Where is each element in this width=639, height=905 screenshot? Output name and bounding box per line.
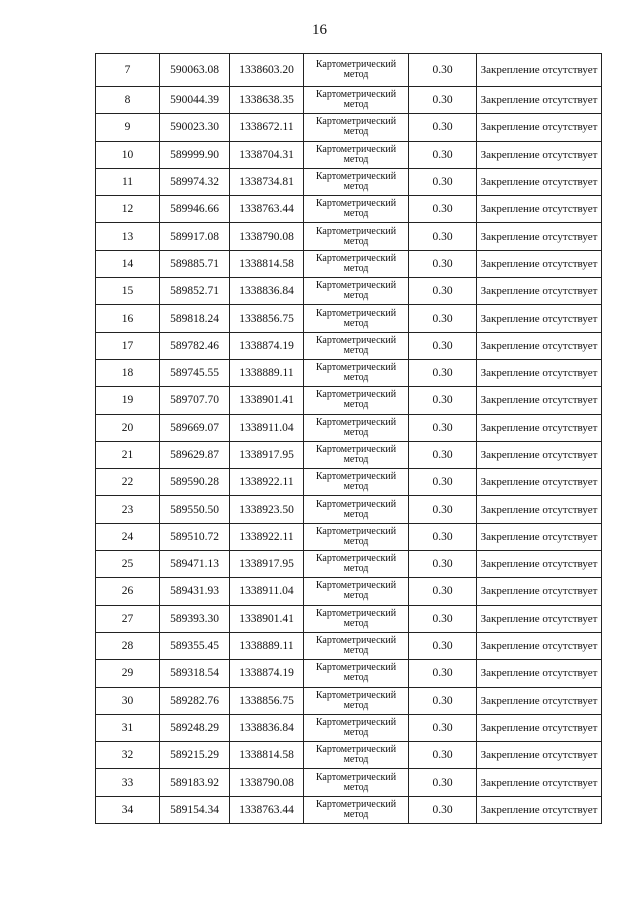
table-row (96, 523, 602, 550)
y-coordinate-cell: 1338901.41 (230, 387, 304, 414)
x-coordinate-cell: 589471.13 (160, 551, 230, 578)
table-row (96, 496, 602, 523)
x-coordinate-cell: 589946.66 (160, 196, 230, 223)
precision-cell: 0.30 (409, 441, 477, 468)
fixing-note-cell: Закрепление отсутствует (477, 687, 602, 714)
table-row (96, 414, 602, 441)
y-coordinate-cell: 1338638.35 (230, 87, 304, 114)
y-coordinate-cell: 1338814.58 (230, 250, 304, 277)
table-row (96, 605, 602, 632)
precision-cell: 0.30 (409, 359, 477, 386)
point-number-cell: 30 (96, 687, 160, 714)
x-coordinate-cell: 590044.39 (160, 87, 230, 114)
precision-cell: 0.30 (409, 769, 477, 796)
fixing-note-cell: Закрепление отсутствует (477, 441, 602, 468)
point-number-cell: 29 (96, 660, 160, 687)
method-cell: Картометрический метод (304, 87, 409, 114)
method-cell: Картометрический метод (304, 578, 409, 605)
table-row (96, 660, 602, 687)
method-cell: Картометрический метод (304, 714, 409, 741)
y-coordinate-cell: 1338917.95 (230, 551, 304, 578)
fixing-note-cell: Закрепление отсутствует (477, 796, 602, 823)
table-row (96, 469, 602, 496)
precision-cell: 0.30 (409, 796, 477, 823)
y-coordinate-cell: 1338917.95 (230, 441, 304, 468)
fixing-note-cell: Закрепление отсутствует (477, 87, 602, 114)
x-coordinate-cell: 589318.54 (160, 660, 230, 687)
method-cell: Картометрический метод (304, 687, 409, 714)
y-coordinate-cell: 1338763.44 (230, 196, 304, 223)
point-number-cell: 33 (96, 769, 160, 796)
precision-cell: 0.30 (409, 114, 477, 141)
precision-cell: 0.30 (409, 278, 477, 305)
method-cell: Картометрический метод (304, 196, 409, 223)
point-number-cell: 28 (96, 632, 160, 659)
method-cell: Картометрический метод (304, 359, 409, 386)
fixing-note-cell: Закрепление отсутствует (477, 54, 602, 87)
y-coordinate-cell: 1338874.19 (230, 660, 304, 687)
fixing-note-cell: Закрепление отсутствует (477, 414, 602, 441)
y-coordinate-cell: 1338734.81 (230, 168, 304, 195)
x-coordinate-cell: 589154.34 (160, 796, 230, 823)
precision-cell: 0.30 (409, 578, 477, 605)
point-number-cell: 27 (96, 605, 160, 632)
y-coordinate-cell: 1338763.44 (230, 796, 304, 823)
x-coordinate-cell: 589745.55 (160, 359, 230, 386)
fixing-note-cell: Закрепление отсутствует (477, 278, 602, 305)
point-number-cell: 13 (96, 223, 160, 250)
point-number-cell: 8 (96, 87, 160, 114)
precision-cell: 0.30 (409, 305, 477, 332)
fixing-note-cell: Закрепление отсутствует (477, 469, 602, 496)
point-number-cell: 32 (96, 742, 160, 769)
y-coordinate-cell: 1338836.84 (230, 714, 304, 741)
page-number: 16 (312, 22, 327, 38)
precision-cell: 0.30 (409, 687, 477, 714)
fixing-note-cell: Закрепление отсутствует (477, 660, 602, 687)
method-cell: Картометрический метод (304, 551, 409, 578)
method-cell: Картометрический метод (304, 141, 409, 168)
precision-cell: 0.30 (409, 469, 477, 496)
table-row (96, 632, 602, 659)
x-coordinate-cell: 589248.29 (160, 714, 230, 741)
x-coordinate-cell: 589550.50 (160, 496, 230, 523)
point-number-cell: 25 (96, 551, 160, 578)
precision-cell: 0.30 (409, 714, 477, 741)
method-cell: Картометрический метод (304, 441, 409, 468)
table-row (96, 278, 602, 305)
precision-cell: 0.30 (409, 632, 477, 659)
precision-cell: 0.30 (409, 196, 477, 223)
y-coordinate-cell: 1338911.04 (230, 414, 304, 441)
x-coordinate-cell: 589782.46 (160, 332, 230, 359)
point-number-cell: 9 (96, 114, 160, 141)
table-row (96, 769, 602, 796)
fixing-note-cell: Закрепление отсутствует (477, 223, 602, 250)
method-cell: Картометрический метод (304, 660, 409, 687)
table-row (96, 551, 602, 578)
x-coordinate-cell: 589590.28 (160, 469, 230, 496)
point-number-cell: 22 (96, 469, 160, 496)
point-number-cell: 12 (96, 196, 160, 223)
fixing-note-cell: Закрепление отсутствует (477, 332, 602, 359)
table-row (96, 250, 602, 277)
table-row (96, 796, 602, 823)
point-number-cell: 34 (96, 796, 160, 823)
y-coordinate-cell: 1338603.20 (230, 54, 304, 87)
x-coordinate-cell: 589431.93 (160, 578, 230, 605)
fixing-note-cell: Закрепление отсутствует (477, 769, 602, 796)
y-coordinate-cell: 1338836.84 (230, 278, 304, 305)
table-row (96, 714, 602, 741)
x-coordinate-cell: 589917.08 (160, 223, 230, 250)
x-coordinate-cell: 589355.45 (160, 632, 230, 659)
fixing-note-cell: Закрепление отсутствует (477, 551, 602, 578)
y-coordinate-cell: 1338856.75 (230, 687, 304, 714)
fixing-note-cell: Закрепление отсутствует (477, 168, 602, 195)
table-row (96, 441, 602, 468)
method-cell: Картометрический метод (304, 223, 409, 250)
x-coordinate-cell: 589393.30 (160, 605, 230, 632)
x-coordinate-cell: 589974.32 (160, 168, 230, 195)
point-number-cell: 21 (96, 441, 160, 468)
y-coordinate-cell: 1338922.11 (230, 523, 304, 550)
table-row (96, 578, 602, 605)
x-coordinate-cell: 589215.29 (160, 742, 230, 769)
y-coordinate-cell: 1338901.41 (230, 605, 304, 632)
point-number-cell: 20 (96, 414, 160, 441)
precision-cell: 0.30 (409, 168, 477, 195)
point-number-cell: 18 (96, 359, 160, 386)
point-number-cell: 11 (96, 168, 160, 195)
table-row (96, 141, 602, 168)
table-row (96, 87, 602, 114)
precision-cell: 0.30 (409, 87, 477, 114)
x-coordinate-cell: 589669.07 (160, 414, 230, 441)
y-coordinate-cell: 1338790.08 (230, 223, 304, 250)
point-number-cell: 7 (96, 54, 160, 87)
method-cell: Картометрический метод (304, 742, 409, 769)
table-row (96, 114, 602, 141)
fixing-note-cell: Закрепление отсутствует (477, 114, 602, 141)
fixing-note-cell: Закрепление отсутствует (477, 578, 602, 605)
table-row (96, 332, 602, 359)
method-cell: Картометрический метод (304, 305, 409, 332)
x-coordinate-cell: 589183.92 (160, 769, 230, 796)
precision-cell: 0.30 (409, 551, 477, 578)
method-cell: Картометрический метод (304, 54, 409, 87)
y-coordinate-cell: 1338923.50 (230, 496, 304, 523)
fixing-note-cell: Закрепление отсутствует (477, 196, 602, 223)
point-number-cell: 14 (96, 250, 160, 277)
y-coordinate-cell: 1338814.58 (230, 742, 304, 769)
method-cell: Картометрический метод (304, 496, 409, 523)
method-cell: Картометрический метод (304, 414, 409, 441)
fixing-note-cell: Закрепление отсутствует (477, 387, 602, 414)
x-coordinate-cell: 590023.30 (160, 114, 230, 141)
point-number-cell: 17 (96, 332, 160, 359)
method-cell: Картометрический метод (304, 796, 409, 823)
x-coordinate-cell: 589282.76 (160, 687, 230, 714)
table-row (96, 359, 602, 386)
y-coordinate-cell: 1338889.11 (230, 632, 304, 659)
precision-cell: 0.30 (409, 332, 477, 359)
point-number-cell: 15 (96, 278, 160, 305)
x-coordinate-cell: 589818.24 (160, 305, 230, 332)
point-number-cell: 10 (96, 141, 160, 168)
precision-cell: 0.30 (409, 54, 477, 87)
table-row (96, 387, 602, 414)
fixing-note-cell: Закрепление отсутствует (477, 250, 602, 277)
y-coordinate-cell: 1338889.11 (230, 359, 304, 386)
fixing-note-cell: Закрепление отсутствует (477, 714, 602, 741)
x-coordinate-cell: 589885.71 (160, 250, 230, 277)
point-number-cell: 31 (96, 714, 160, 741)
y-coordinate-cell: 1338874.19 (230, 332, 304, 359)
method-cell: Картометрический метод (304, 469, 409, 496)
method-cell: Картометрический метод (304, 332, 409, 359)
coordinates-table (95, 53, 602, 824)
point-number-cell: 23 (96, 496, 160, 523)
table-row (96, 168, 602, 195)
method-cell: Картометрический метод (304, 387, 409, 414)
table-row (96, 687, 602, 714)
point-number-cell: 26 (96, 578, 160, 605)
fixing-note-cell: Закрепление отсутствует (477, 742, 602, 769)
table-row (96, 742, 602, 769)
method-cell: Картометрический метод (304, 278, 409, 305)
method-cell: Картометрический метод (304, 605, 409, 632)
method-cell: Картометрический метод (304, 523, 409, 550)
y-coordinate-cell: 1338704.31 (230, 141, 304, 168)
x-coordinate-cell: 589510.72 (160, 523, 230, 550)
fixing-note-cell: Закрепление отсутствует (477, 305, 602, 332)
fixing-note-cell: Закрепление отсутствует (477, 632, 602, 659)
fixing-note-cell: Закрепление отсутствует (477, 359, 602, 386)
x-coordinate-cell: 589999.90 (160, 141, 230, 168)
precision-cell: 0.30 (409, 660, 477, 687)
point-number-cell: 16 (96, 305, 160, 332)
y-coordinate-cell: 1338672.11 (230, 114, 304, 141)
precision-cell: 0.30 (409, 414, 477, 441)
precision-cell: 0.30 (409, 605, 477, 632)
method-cell: Картометрический метод (304, 769, 409, 796)
y-coordinate-cell: 1338922.11 (230, 469, 304, 496)
method-cell: Картометрический метод (304, 114, 409, 141)
table-row (96, 54, 602, 87)
table-row (96, 196, 602, 223)
fixing-note-cell: Закрепление отсутствует (477, 605, 602, 632)
method-cell: Картометрический метод (304, 250, 409, 277)
x-coordinate-cell: 589629.87 (160, 441, 230, 468)
precision-cell: 0.30 (409, 742, 477, 769)
precision-cell: 0.30 (409, 141, 477, 168)
precision-cell: 0.30 (409, 250, 477, 277)
fixing-note-cell: Закрепление отсутствует (477, 496, 602, 523)
point-number-cell: 19 (96, 387, 160, 414)
precision-cell: 0.30 (409, 387, 477, 414)
precision-cell: 0.30 (409, 223, 477, 250)
precision-cell: 0.30 (409, 496, 477, 523)
method-cell: Картометрический метод (304, 632, 409, 659)
y-coordinate-cell: 1338911.04 (230, 578, 304, 605)
x-coordinate-cell: 589707.70 (160, 387, 230, 414)
point-number-cell: 24 (96, 523, 160, 550)
y-coordinate-cell: 1338856.75 (230, 305, 304, 332)
table-row (96, 223, 602, 250)
fixing-note-cell: Закрепление отсутствует (477, 523, 602, 550)
table-row (96, 305, 602, 332)
x-coordinate-cell: 589852.71 (160, 278, 230, 305)
precision-cell: 0.30 (409, 523, 477, 550)
fixing-note-cell: Закрепление отсутствует (477, 141, 602, 168)
y-coordinate-cell: 1338790.08 (230, 769, 304, 796)
method-cell: Картометрический метод (304, 168, 409, 195)
x-coordinate-cell: 590063.08 (160, 54, 230, 87)
